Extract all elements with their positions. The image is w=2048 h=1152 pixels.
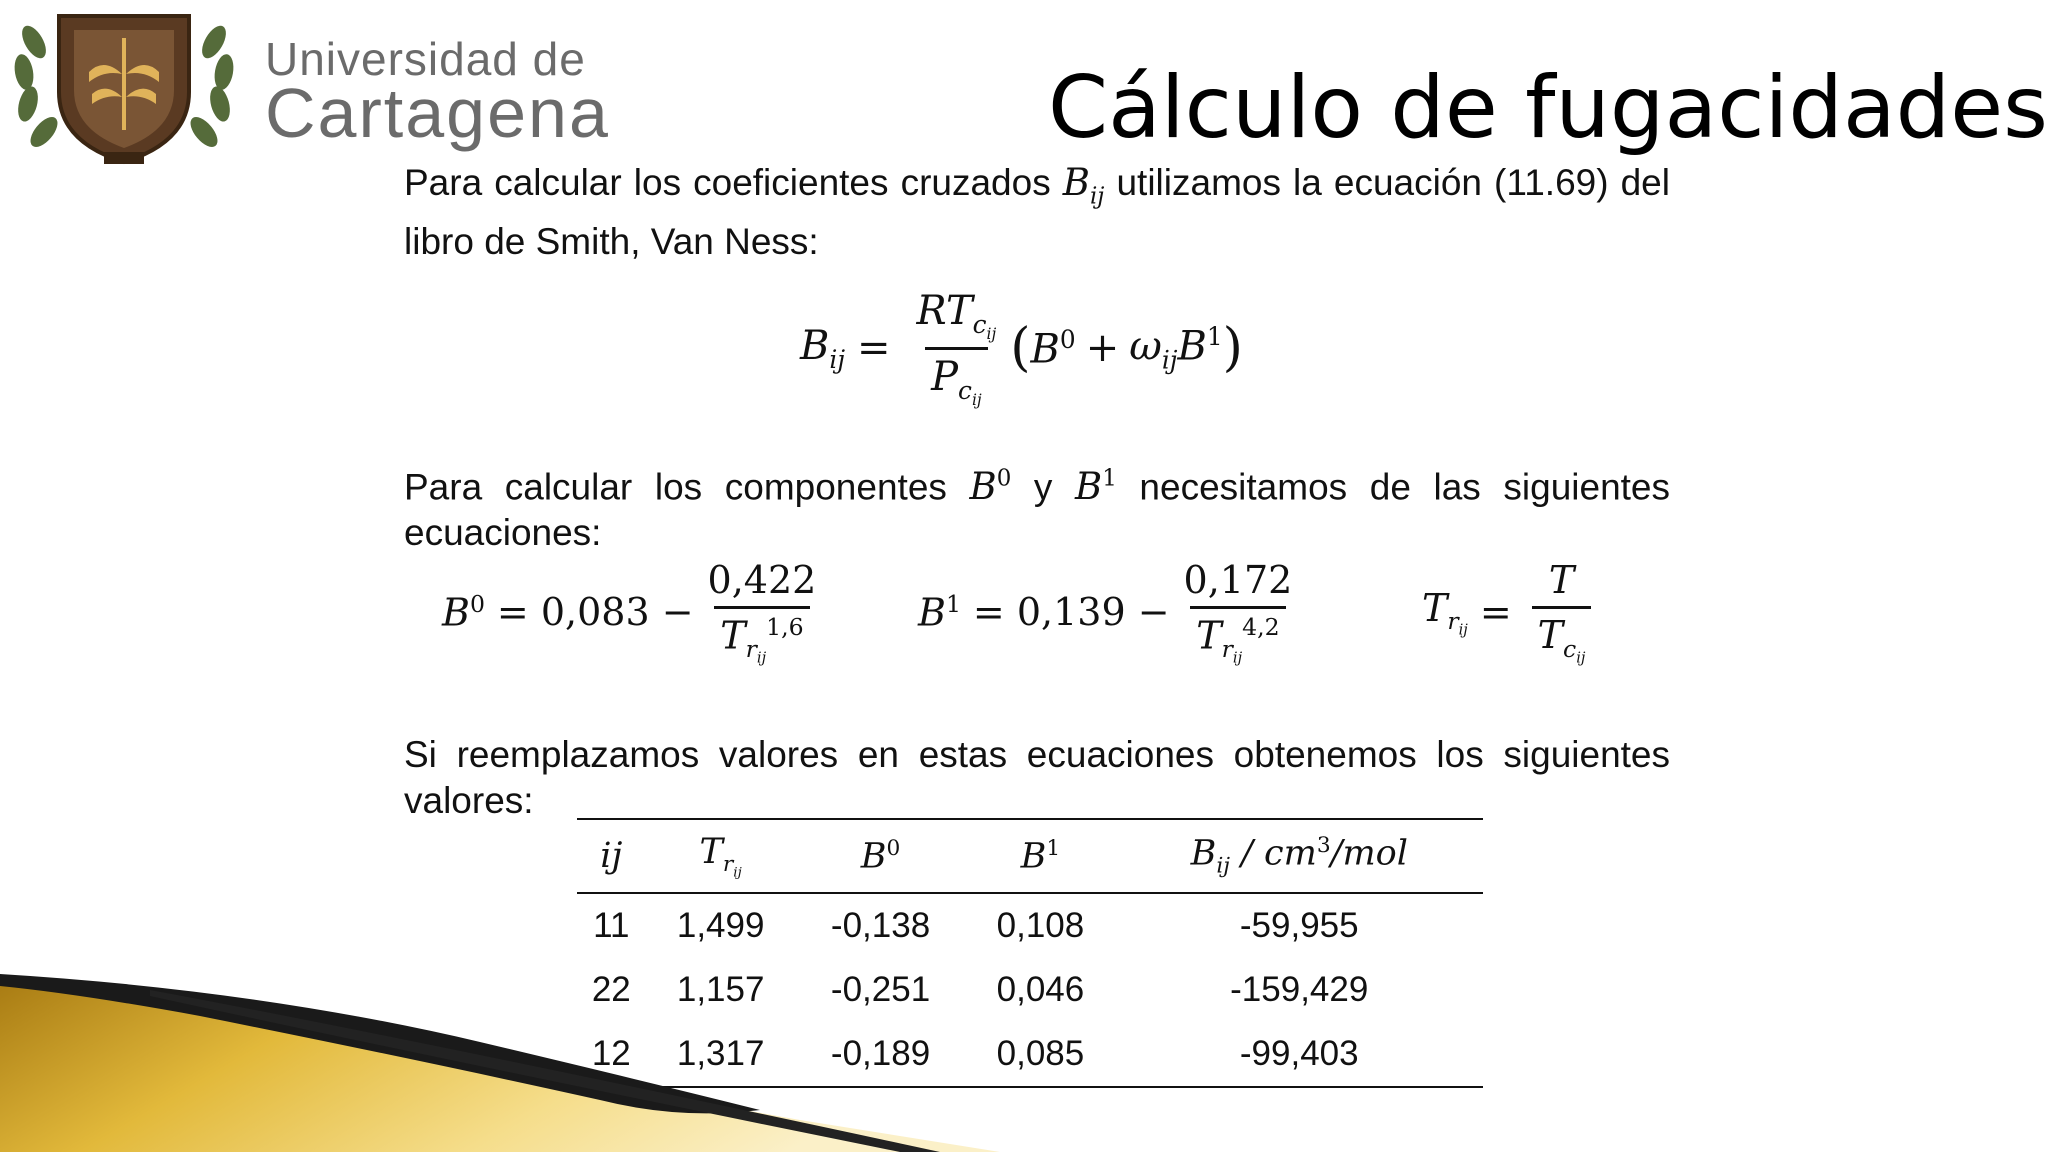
university-name-line2: Cartagena (265, 74, 610, 152)
intro-paragraph (404, 160, 1670, 265)
header-bij: $B_{ij} / cm^3/mol$ (1116, 819, 1484, 893)
header-tr: $T_{r_{ij}}$ (646, 819, 796, 893)
laurel-left-icon (12, 22, 62, 152)
slide-title: Cálculo de fugacidades (1048, 58, 2048, 158)
main-fraction: $\frac{RT_{c_{ij}}}{P_{c_{ij}}}$ (916, 288, 997, 409)
b1-equation: $B^1$ = 0,139 − $\frac{0,172}{T_{r_{ij}}^{4,2}}$ (918, 558, 1293, 667)
intro-symbol: $B_{ij}$ (1062, 161, 1105, 210)
b0-equation: $B^0$ = 0,083 − $\frac{0,422}{T_{r_{ij}}^{1,6}}$ (442, 558, 817, 667)
table-header-row (577, 819, 1483, 893)
header-b0: $B^0$ (796, 819, 966, 893)
table-row: 12 1,317 -0,189 0,085 -99,403 (577, 1022, 1483, 1087)
header-ij: ij (577, 819, 646, 893)
university-name (265, 33, 610, 152)
components-paragraph: Para calcular los componentes $B^0$ y $B^1$ necesitamos de las siguientes ecuaciones: (404, 465, 1671, 554)
university-logo (4, 2, 244, 170)
table-row: 22 1,157 -0,251 0,046 -159,429 (591, 970, 1369, 1009)
university-name-line1: Universidad de (265, 33, 586, 85)
tr-equation: $T_{r_{ij}}$ = $\frac{T}{T_{c_{ij}}}$ (1422, 558, 1599, 666)
laurel-right-icon (186, 22, 236, 152)
intro-text-before: Para calcular los coeficientes cruzados (404, 162, 1063, 203)
decorative-swoosh (0, 960, 1000, 1152)
header-b1: $B^1$ (965, 819, 1115, 893)
main-equation: $B_{ij}$ = $\frac{RT_{c_{ij}}}{P_{c_{ij}}}$ ( $B^0$ + $\omega_{ij}B^1$ ) (800, 288, 1243, 409)
table-row: 11 1,499 -0,138 0,108 -59,955 (593, 906, 1359, 945)
intro-text-after: utilizamos la ecuación (11.69) del libro de Smith, Van Ness: (404, 162, 1670, 263)
replace-paragraph: Si reemplazamos valores en estas ecuaciones obtenemos los siguientes valores: (404, 734, 1670, 821)
